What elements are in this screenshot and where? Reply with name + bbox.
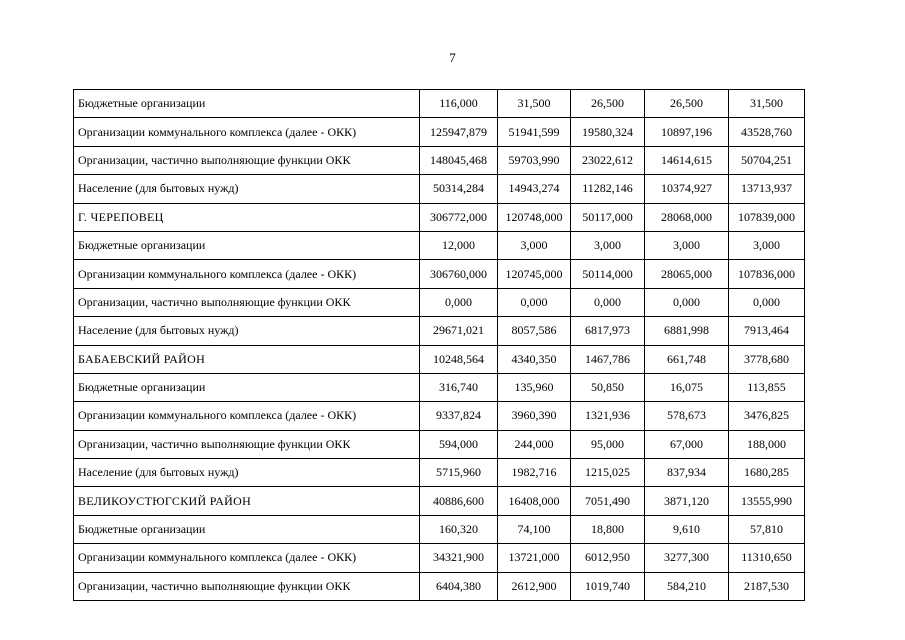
value-cell: 28068,000 — [645, 203, 729, 231]
row-label: БАБАЕВСКИЙ РАЙОН — [74, 345, 420, 373]
value-cell: 6817,973 — [571, 317, 645, 345]
value-cell: 1321,936 — [571, 402, 645, 430]
row-label: Бюджетные организации — [74, 231, 420, 259]
value-cell: 0,000 — [420, 288, 498, 316]
value-cell: 1982,716 — [498, 459, 571, 487]
value-cell: 125947,879 — [420, 118, 498, 146]
value-cell: 26,500 — [571, 90, 645, 118]
table-row — [74, 515, 805, 543]
value-cell: 107839,000 — [729, 203, 805, 231]
value-cell: 0,000 — [645, 288, 729, 316]
table-row — [74, 544, 805, 572]
value-cell: 40886,600 — [420, 487, 498, 515]
value-cell: 3871,120 — [645, 487, 729, 515]
value-cell: 837,934 — [645, 459, 729, 487]
value-cell: 50314,284 — [420, 175, 498, 203]
table-row — [74, 90, 805, 118]
row-label: Население (для бытовых нужд) — [74, 459, 420, 487]
table-row — [74, 288, 805, 316]
row-label: Организации коммунального комплекса (далее - ОКК) — [74, 260, 420, 288]
value-cell: 34321,900 — [420, 544, 498, 572]
row-label: ВЕЛИКОУСТЮГСКИЙ РАЙОН — [74, 487, 420, 515]
value-cell: 2612,900 — [498, 572, 571, 600]
value-cell: 120748,000 — [498, 203, 571, 231]
value-cell: 50,850 — [571, 373, 645, 401]
value-cell: 16,075 — [645, 373, 729, 401]
value-cell: 9,610 — [645, 515, 729, 543]
value-cell: 95,000 — [571, 430, 645, 458]
value-cell: 306772,000 — [420, 203, 498, 231]
page-number: 7 — [449, 50, 456, 65]
value-cell: 2187,530 — [729, 572, 805, 600]
table-row — [74, 487, 805, 515]
value-cell: 3,000 — [645, 231, 729, 259]
value-cell: 244,000 — [498, 430, 571, 458]
value-cell: 120745,000 — [498, 260, 571, 288]
value-cell: 1467,786 — [571, 345, 645, 373]
table-row — [74, 402, 805, 430]
table-row — [74, 459, 805, 487]
value-cell: 113,855 — [729, 373, 805, 401]
value-cell: 1215,025 — [571, 459, 645, 487]
table-row — [74, 430, 805, 458]
row-label: Население (для бытовых нужд) — [74, 317, 420, 345]
row-label: Бюджетные организации — [74, 90, 420, 118]
table-row — [74, 345, 805, 373]
row-label: Организации, частично выполняющие функции ОКК — [74, 572, 420, 600]
value-cell: 1019,740 — [571, 572, 645, 600]
value-cell: 19580,324 — [571, 118, 645, 146]
value-cell: 67,000 — [645, 430, 729, 458]
table-row — [74, 203, 805, 231]
data-table — [73, 89, 805, 601]
value-cell: 10248,564 — [420, 345, 498, 373]
value-cell: 3,000 — [571, 231, 645, 259]
value-cell: 59703,990 — [498, 146, 571, 174]
value-cell: 3277,300 — [645, 544, 729, 572]
row-label: Организации коммунального комплекса (далее - ОКК) — [74, 402, 420, 430]
value-cell: 12,000 — [420, 231, 498, 259]
value-cell: 5715,960 — [420, 459, 498, 487]
table-row — [74, 260, 805, 288]
value-cell: 14943,274 — [498, 175, 571, 203]
value-cell: 661,748 — [645, 345, 729, 373]
value-cell: 31,500 — [498, 90, 571, 118]
row-label: Организации, частично выполняющие функции ОКК — [74, 430, 420, 458]
value-cell: 9337,824 — [420, 402, 498, 430]
value-cell: 10897,196 — [645, 118, 729, 146]
table-row — [74, 231, 805, 259]
table-row — [74, 572, 805, 600]
value-cell: 0,000 — [498, 288, 571, 316]
value-cell: 31,500 — [729, 90, 805, 118]
value-cell: 51941,599 — [498, 118, 571, 146]
row-label: Бюджетные организации — [74, 515, 420, 543]
value-cell: 3778,680 — [729, 345, 805, 373]
value-cell: 6404,380 — [420, 572, 498, 600]
table-row — [74, 118, 805, 146]
value-cell: 14614,615 — [645, 146, 729, 174]
value-cell: 1680,285 — [729, 459, 805, 487]
value-cell: 11282,146 — [571, 175, 645, 203]
value-cell: 578,673 — [645, 402, 729, 430]
value-cell: 3,000 — [729, 231, 805, 259]
table-row — [74, 146, 805, 174]
value-cell: 74,100 — [498, 515, 571, 543]
value-cell: 7051,490 — [571, 487, 645, 515]
value-cell: 57,810 — [729, 515, 805, 543]
value-cell: 0,000 — [571, 288, 645, 316]
value-cell: 594,000 — [420, 430, 498, 458]
value-cell: 50704,251 — [729, 146, 805, 174]
value-cell: 316,740 — [420, 373, 498, 401]
value-cell: 26,500 — [645, 90, 729, 118]
value-cell: 29671,021 — [420, 317, 498, 345]
value-cell: 3,000 — [498, 231, 571, 259]
value-cell: 50114,000 — [571, 260, 645, 288]
value-cell: 50117,000 — [571, 203, 645, 231]
value-cell: 6881,998 — [645, 317, 729, 345]
value-cell: 43528,760 — [729, 118, 805, 146]
value-cell: 135,960 — [498, 373, 571, 401]
row-label: Население (для бытовых нужд) — [74, 175, 420, 203]
value-cell: 8057,586 — [498, 317, 571, 345]
value-cell: 16408,000 — [498, 487, 571, 515]
row-label: Г. ЧЕРЕПОВЕЦ — [74, 203, 420, 231]
value-cell: 584,210 — [645, 572, 729, 600]
table-row — [74, 317, 805, 345]
table-row — [74, 175, 805, 203]
value-cell: 188,000 — [729, 430, 805, 458]
row-label: Организации коммунального комплекса (далее - ОКК) — [74, 544, 420, 572]
value-cell: 4340,350 — [498, 345, 571, 373]
value-cell: 6012,950 — [571, 544, 645, 572]
value-cell: 28065,000 — [645, 260, 729, 288]
value-cell: 148045,468 — [420, 146, 498, 174]
row-label: Бюджетные организации — [74, 373, 420, 401]
table-body — [74, 90, 805, 601]
row-label: Организации, частично выполняющие функции ОКК — [74, 146, 420, 174]
value-cell: 0,000 — [729, 288, 805, 316]
value-cell: 23022,612 — [571, 146, 645, 174]
row-label: Организации коммунального комплекса (далее - ОКК) — [74, 118, 420, 146]
row-label: Организации, частично выполняющие функции ОКК — [74, 288, 420, 316]
value-cell: 13713,937 — [729, 175, 805, 203]
value-cell: 18,800 — [571, 515, 645, 543]
table-row — [74, 373, 805, 401]
value-cell: 116,000 — [420, 90, 498, 118]
value-cell: 160,320 — [420, 515, 498, 543]
value-cell: 10374,927 — [645, 175, 729, 203]
value-cell: 13555,990 — [729, 487, 805, 515]
value-cell: 13721,000 — [498, 544, 571, 572]
value-cell: 107836,000 — [729, 260, 805, 288]
value-cell: 7913,464 — [729, 317, 805, 345]
value-cell: 306760,000 — [420, 260, 498, 288]
value-cell: 3476,825 — [729, 402, 805, 430]
value-cell: 3960,390 — [498, 402, 571, 430]
value-cell: 11310,650 — [729, 544, 805, 572]
